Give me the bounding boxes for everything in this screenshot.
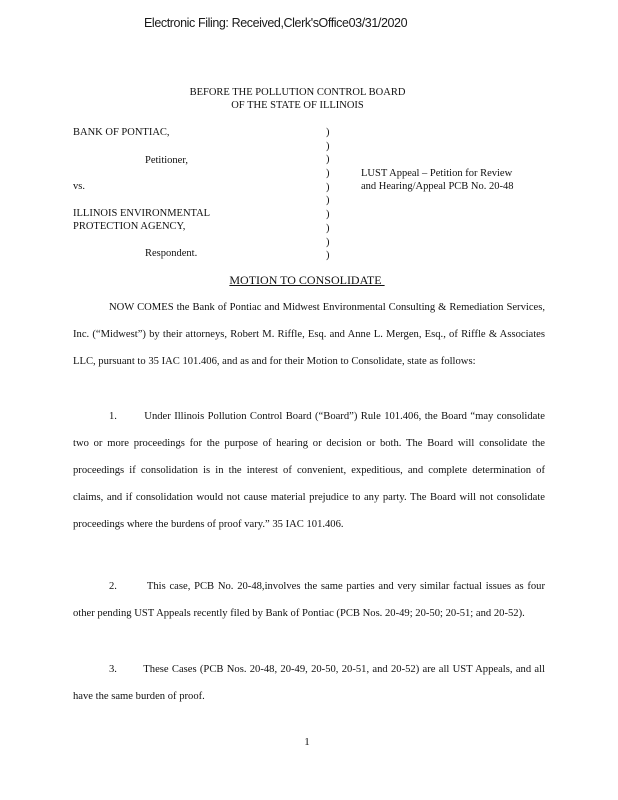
petitioner-name: BANK OF PONTIAC, [73, 127, 170, 138]
paren: ) [326, 140, 330, 152]
paren: ) [326, 222, 330, 234]
motion-title [0, 273, 614, 287]
case-type-line2: and Hearing/Appeal PCB No. 20-48 [361, 181, 514, 192]
paren: ) [326, 154, 330, 166]
paren: ) [326, 195, 330, 207]
paren: ) [326, 236, 330, 248]
board-heading-line1: BEFORE THE POLLUTION CONTROL BOARD [189, 87, 406, 98]
electronic-filing-stamp: Electronic Filing: Received,Clerk'sOffice03/31/2020 [144, 16, 408, 30]
case-type-line1: LUST Appeal – Petition for Review [361, 168, 513, 179]
intro-paragraph [73, 294, 545, 375]
paren: ) [326, 181, 330, 193]
paren: ) [326, 127, 330, 138]
numbered-paragraph-3 [73, 656, 545, 710]
paragraph-3: 3. These Cases (PCB Nos. 20-48, 20-49, 20-50, 20-51, and 20-52) are all UST Appeals, and all have the same burden of proof. [73, 664, 545, 702]
numbered-paragraph-2 [73, 573, 545, 627]
paragraph-intro: NOW COMES the Bank of Pontiac and Midwest Environmental Consulting & Remediation Services, Inc. (“Midwest”) by their attorneys, Robert M. Riffle, Esq. and Anne L. Mergen, Esq., of Riffle & Associates LLC, pursuant to 35 IAC 101.406, and as and for their Motion to Consolidate, state as follows: [73, 302, 545, 367]
page-number: 1 [304, 736, 310, 748]
respondent-name-line1: ILLINOIS ENVIRONMENTAL [73, 208, 211, 219]
board-heading-line2: OF THE STATE OF ILLINOIS [231, 100, 364, 111]
numbered-paragraph-1 [73, 403, 545, 538]
respondent-name-line2: PROTECTION AGENCY, [73, 221, 186, 232]
motion-title-text: MOTION TO CONSOLIDATE [229, 273, 385, 287]
respondent-role: Respondent. [145, 248, 198, 259]
caption-parentheses [326, 126, 330, 263]
paragraph-2: 2. This case, PCB No. 20-48,involves the same parties and very similar factual issues as four other pending UST Appeals recently filed by Bank of Pontiac (PCB Nos. 20-49; 20-50; 20-51; and 20-52). [73, 581, 545, 619]
versus-label: vs. [73, 181, 85, 192]
paragraph-1: 1. Under Illinois Pollution Control Board (“Board”) Rule 101.406, the Board “may consolidate two or more proceedings for the purpose of hearing or decision or both. The Board will consolidate the proceedings if consolidation is in the interest of convenient, expeditious, and complete determination of claims, and if consolidation would not cause material prejudice to any party. The Board will not consolidate proceedings where the burdens of proof vary.” 35 IAC 101.406. [73, 411, 545, 530]
petitioner-role: Petitioner, [145, 155, 189, 166]
paren: ) [326, 250, 330, 262]
paren: ) [326, 209, 330, 221]
paren: ) [326, 168, 330, 180]
